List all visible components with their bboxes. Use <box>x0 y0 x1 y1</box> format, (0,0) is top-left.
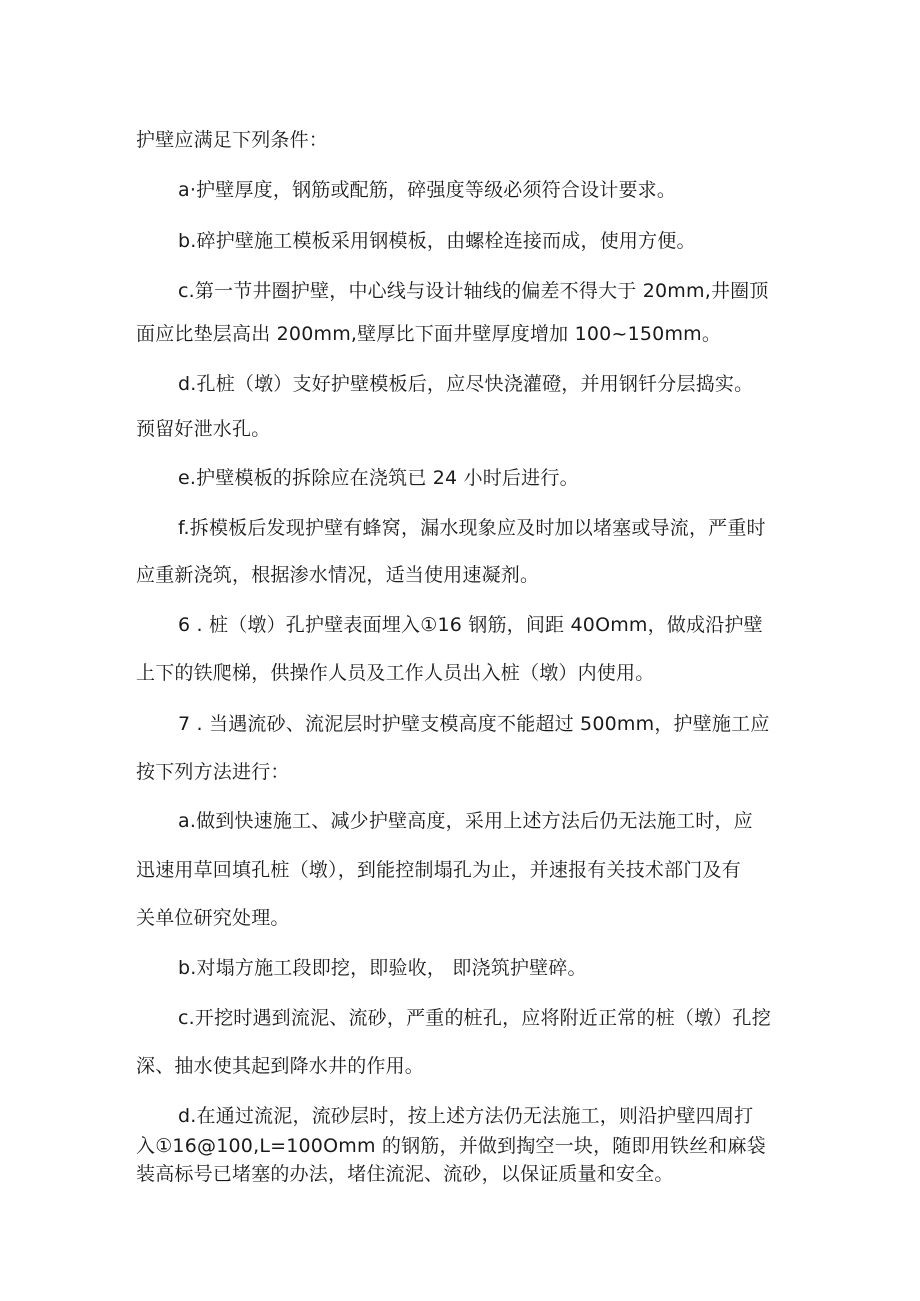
text-line: f.拆模板后发现护壁有蜂窝，漏水现象应及时加以堵塞或导流，严重时 <box>178 517 766 539</box>
text-line: 上下的铁爬梯，供操作人员及工作人员出入桩（墩）内使用。 <box>136 662 655 684</box>
text-line: 预留好泄水孔。 <box>136 418 271 440</box>
text-line: 深、抽水使其起到降水井的作用。 <box>136 1055 425 1077</box>
text-line: a.做到快速施工、减少护壁高度，采用上述方法后仍无法施工时，应 <box>178 810 753 832</box>
text-line: 护壁应满足下列条件： <box>136 129 329 151</box>
text-line: 应重新浇筑，根据渗水情况，适当使用速凝剂。 <box>136 564 540 586</box>
text-line: 入①16@100,L=100Omm 的钢筋，并做到掏空一块，随即用铁丝和麻袋 <box>136 1135 766 1157</box>
text-line: c.开挖时遇到流泥、流砂，严重的桩孔，应将附近正常的桩（墩）孔挖 <box>178 1007 771 1029</box>
text-line: 关单位研究处理。 <box>136 907 290 929</box>
text-line: 按下列方法进行： <box>136 761 290 783</box>
text-line: d.孔桩（墩）支好护壁模板后，应尽快浇灌磴，并用钢钎分层捣实。 <box>178 373 754 395</box>
text-line: 迅速用草回填孔桩（墩），到能控制塌孔为止，并速报有关技术部门及有 <box>136 859 741 881</box>
text-line: e.护壁模板的拆除应在浇筑已 24 小时后进行。 <box>178 467 579 489</box>
text-line: b.对塌方施工段即挖，即验收， 即浇筑护壁碎。 <box>178 957 587 979</box>
text-line: 面应比垫层高出 200mm,壁厚比下面井壁厚度增加 100~150mm。 <box>136 323 722 345</box>
text-line: 6 . 桩（墩）孔护壁表面埋入①16 钢筋，间距 40Omm，做成沿护壁 <box>178 614 763 636</box>
text-line: b.碎护壁施工模板采用钢模板，由螺栓连接而成，使用方便。 <box>178 230 696 252</box>
text-line: a·护壁厚度，钢筋或配筋，碎强度等级必须符合设计要求。 <box>178 179 677 201</box>
text-line: d.在通过流泥，流砂层时，按上述方法仍无法施工，则沿护壁四周打 <box>178 1105 754 1127</box>
text-line: 装高标号已堵塞的办法，堵住流泥、流砂，以保证质量和安全。 <box>136 1163 674 1185</box>
text-line: 7 . 当遇流砂、流泥层时护壁支模高度不能超过 500mm，护壁施工应 <box>178 713 770 735</box>
text-line: c.第一节井圈护壁，中心线与设计轴线的偏差不得大于 20mm,井圈顶 <box>178 280 769 302</box>
